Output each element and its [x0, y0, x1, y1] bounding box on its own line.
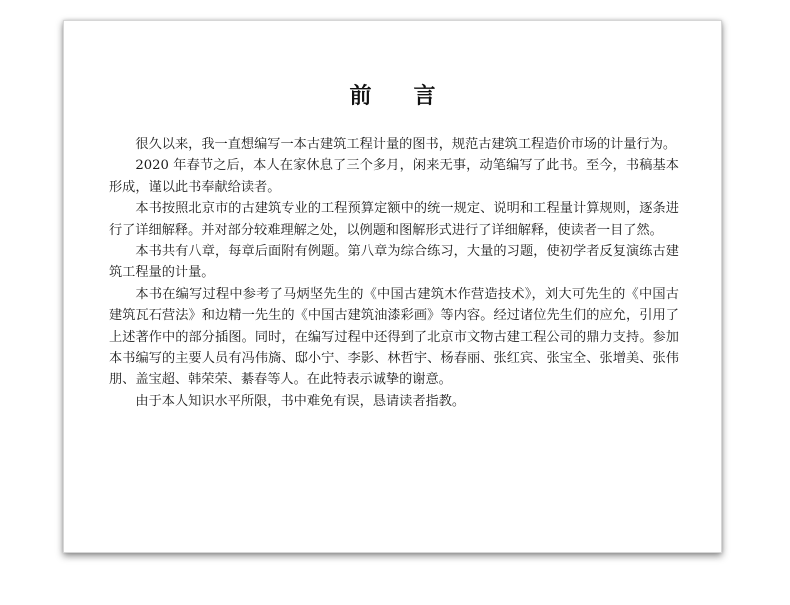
paragraph-2: 2020 年春节之后，本人在家休息了三个多月，闲来无事，动笔编写了此书。至今，书稿基本形成，谨以此书奉献给读者。: [109, 158, 679, 195]
paragraph-1: 很久以来，我一直想编写一本古建筑工程计量的图书，规范古建筑工程造价市场的计量行为。: [135, 137, 677, 152]
page-title: [64, 79, 721, 110]
preface-body: [109, 134, 679, 412]
paragraph-4: 本书共有八章，每章后面附有例题。第八章为综合练习，大量的习题，使初学者反复演练古建筑工程量的计量。: [109, 244, 679, 281]
paragraph-5: 本书在编写过程中参考了马炳坚先生的《中国古建筑木作营造技术》，刘大可先生的《中国古建筑瓦石营法》和边精一先生的《中国古建筑油漆彩画》等内容。经过诸位先生们的应允，引用了上述著作中的部分插图。同时，在编写过程中还得到了北京市文物古建工程公司的鼎力支持。参加本书编写的主要人员有冯伟旖、邸小宁、李影、林哲宇、杨春丽、张红宾、张宝全、张增美、张伟朋、盖宝超、韩荣荣、綦春等人。在此特表示诚挚的谢意。: [109, 286, 679, 388]
title-char-2: 言: [413, 83, 436, 109]
title-char-1: 前: [349, 83, 372, 109]
paragraph-3: 本书按照北京市的古建筑专业的工程预算定额中的统一规定、说明和工程量计算规则，逐条进行了详细解释。并对部分较难理解之处，以例题和图解形式进行了详细解释，使读者一目了然。: [109, 201, 679, 238]
paragraph-6: 由于本人知识水平所限，书中难免有误，恳请读者指教。: [135, 393, 466, 409]
document-page: [63, 20, 722, 553]
